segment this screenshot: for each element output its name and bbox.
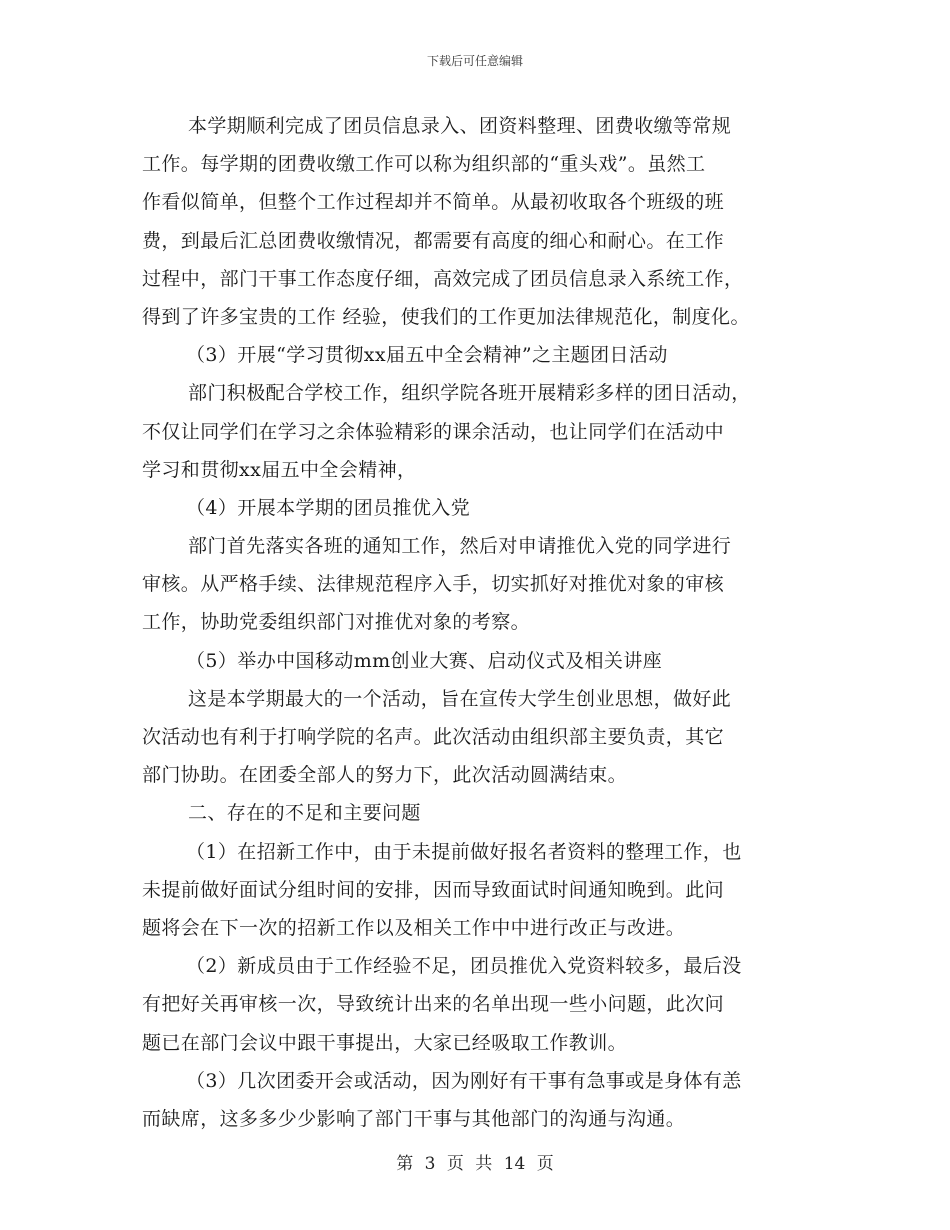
- page-number: 第 3 页 共 14 页: [396, 1154, 554, 1174]
- body-line: 审核。从严格手续、法律规范程序入手，切实抓好对推优对象的审核: [142, 573, 725, 596]
- document-body: [142, 107, 822, 1138]
- section-heading: （5）举办中国移动mm创业大赛、启动仪式及相关讲座: [186, 649, 663, 672]
- body-line: 而缺席，这多多少少影响了部门干事与其他部门的沟通与沟通。: [142, 1107, 686, 1130]
- body-line: （3）几次团委开会或活动，因为刚好有干事有急事或是身体有恙: [186, 1069, 742, 1092]
- body-line: 部门首先落实各班的通知工作，然后对申请推优入党的同学进行: [188, 535, 732, 558]
- body-line: 本学期顺利完成了团员信息录入、团资料整理、团费收缴等常规: [188, 115, 732, 137]
- body-line: （2）新成员由于工作经验不足，团员推优入党资料较多，最后没: [186, 955, 742, 978]
- header-note: 下载后可任意编辑: [426, 54, 523, 68]
- body-line: 题已在部门会议中跟干事提出，大家已经吸取工作教训。: [142, 1031, 628, 1054]
- body-line: 有把好关再审核一次，导致统计出来的名单出现一些小问题，此次问: [142, 993, 725, 1016]
- body-line: 作看似简单，但整个工作过程却并不简单。从最初收取各个班级的班: [142, 191, 725, 214]
- body-line: 得到了许多宝贵的工作 经验，使我们的工作更加法律规范化，制度化。: [142, 305, 750, 328]
- body-line: 部门协助。在团委全部人的努力下，此次活动圆满结束。: [142, 764, 628, 787]
- body-line: 这是本学期最大的一个活动，旨在宣传大学生创业思想，做好此: [188, 687, 732, 710]
- body-line: 未提前做好面试分组时间的安排，因而导致面试时间通知晚到。此问: [142, 878, 725, 901]
- body-line: 工作，协助党委组织部门对推优对象的考察。: [142, 611, 531, 634]
- body-line: 工作。每学期的团费收缴工作可以称为组织部的“重头戏”。虽然工: [142, 153, 706, 176]
- section-heading: （3）开展“学习贯彻xx届五中全会精神”之主题团日活动: [186, 344, 668, 367]
- body-line: 过程中，部门干事工作态度仔细，高效完成了团员信息录入系统工作，: [142, 267, 744, 290]
- body-line: 学习和贯彻xx届五中全会精神，: [142, 458, 417, 481]
- body-line: 不仅让同学们在学习之余体验精彩的课余活动，也让同学们在活动中: [142, 420, 725, 443]
- body-line: 题将会在下一次的招新工作以及相关工作中中进行改正与改进。: [142, 916, 686, 939]
- body-line: 次活动也有利于打响学院的名声。此次活动由组织部主要负责，其它: [142, 726, 725, 748]
- section-heading: （4）开展本学期的团员推优入党: [186, 496, 471, 519]
- body-line: 费，到最后汇总团费收缴情况，都需要有高度的细心和耐心。在工作: [142, 229, 725, 252]
- section-heading: 二、存在的不足和主要问题: [188, 802, 421, 825]
- body-line: 部门积极配合学校工作，组织学院各班开展精彩多样的团日活动，: [188, 382, 751, 405]
- body-line: （1）在招新工作中，由于未提前做好报名者资料的整理工作，也: [186, 840, 742, 863]
